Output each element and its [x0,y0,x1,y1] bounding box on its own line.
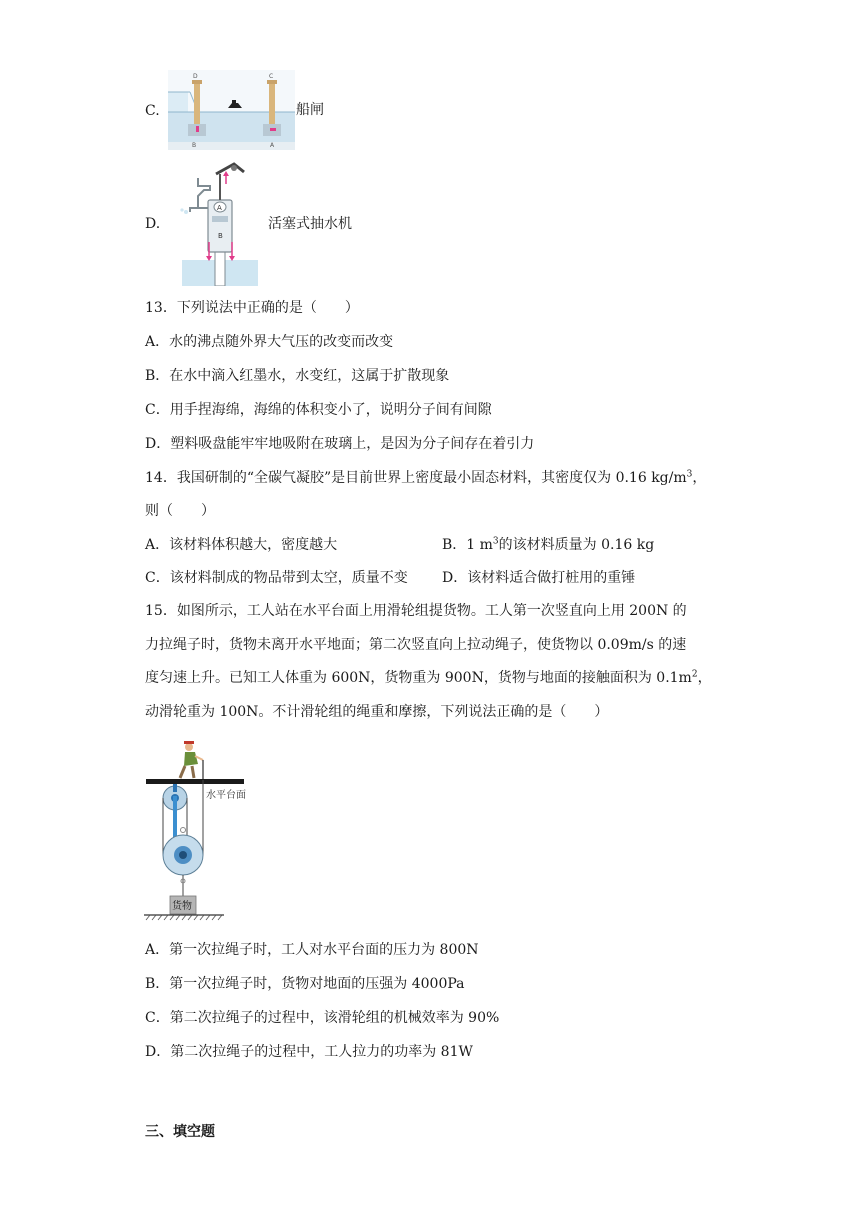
q15-line2: 力拉绳子时，货物未离开水平地面；第二次竖直向上拉动绳子，使货物以 0.09m/s 的速 [145,637,687,653]
q15-option-b: B．第一次拉绳子时，货物对地面的压强为 4000Pa [145,976,465,992]
lock-letter-a: A [270,142,275,149]
q13-option-c: C．用手捏海绵，海绵的体积变小了，说明分子间有间隙 [145,402,492,418]
q14-option-b: B．1 $m^3$的该材料质量为 0.16 kg [442,536,655,553]
lock-letter-b: B [192,142,197,149]
q15-line1: 15．如图所示，工人站在水平台面上用滑轮组提货物。工人第一次竖直向上用 200N 的 [145,603,687,619]
q13-option-d: D．塑料吸盘能牢牢地吸附在玻璃上，是因为分子间存在着引力 [145,436,535,452]
pump-letter-b: B [218,232,223,240]
pump-letter-a: A [217,204,222,212]
q14-option-c: C．该材料制成的物品带到太空，质量不变 [145,570,408,586]
lock-letter-c: C [269,73,274,80]
lock-letter-d: D [193,73,198,80]
q13-stem: 13．下列说法中正确的是（ ） [145,300,359,316]
ship-lock-figure [168,70,295,150]
q15-line4: 动滑轮重为 100N。不计滑轮组的绳重和摩擦，下列说法正确的是（ ） [145,704,609,720]
option-c-caption: 船闸 [296,102,324,118]
q15-line3: 度匀速上升。已知工人体重为 600N，货物重为 900N，货物与地面的接触面积为 $0.1m^2$， [145,669,712,686]
q13-option-b: B．在水中滴入红墨水，水变红，这属于扩散现象 [145,368,450,384]
q14-option-a: A．该材料体积越大，密度越大 [145,537,338,553]
option-d-caption: 活塞式抽水机 [268,216,352,232]
cargo-label: 货物 [172,901,192,912]
piston-pump-figure [176,160,258,286]
q15-option-a: A．第一次拉绳子时，工人对水平台面的压力为 800N [145,942,479,958]
q15-option-d: D．第二次拉绳子的过程中，工人拉力的功率为 81W [145,1044,473,1060]
pulley-system-figure [140,738,260,924]
q14-option-d: D．该材料适合做打桩用的重锤 [442,570,636,586]
option-d-label: D. [145,216,161,232]
platform-label: 水平台面 [206,790,246,801]
section-title: 三、填空题 [145,1124,215,1140]
q13-option-a: A．水的沸点随外界大气压的改变而改变 [145,334,394,350]
q14-stem-line1: 14．我国研制的“全碳气凝胶”是目前世界上密度最小固态材料，其密度仅为 0.16 $kg/m^3$， [145,469,707,486]
q15-option-c: C．第二次拉绳子的过程中，该滑轮组的机械效率为 90% [145,1010,500,1026]
option-c-label: C. [145,103,160,119]
q14-stem-line2: 则（ ） [145,503,215,519]
